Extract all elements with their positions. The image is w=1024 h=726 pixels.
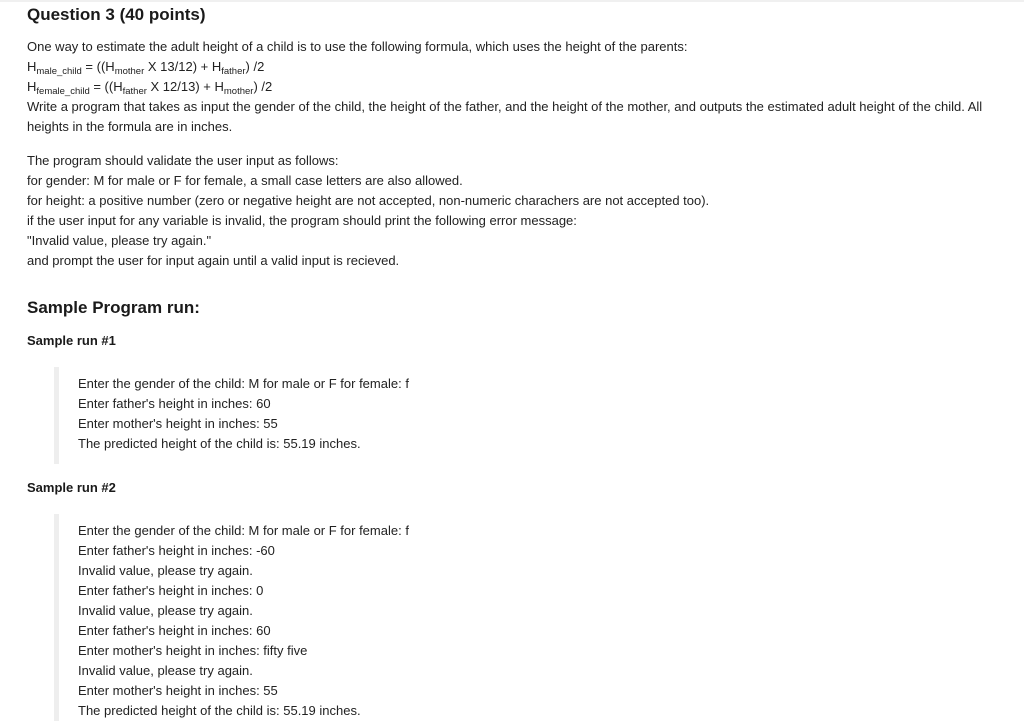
task-description: Write a program that takes as input the gender of the child, the height of the father, and the height of the mother, and outputs the estimated adult height of the child. All heights in the formula are in inches. xyxy=(27,99,983,134)
sample-run-title: Sample run #2 xyxy=(27,480,116,495)
output-line: Enter mother's height in inches: fifty five xyxy=(78,643,308,658)
sample-run-2-output xyxy=(54,514,409,721)
intro-text: One way to estimate the adult height of a child is to use the following formula, which uses the height of the parents: xyxy=(27,39,688,54)
validation-line: for height: a positive number (zero or negative height are not accepted, non-numeric charachers are not accepted too). xyxy=(27,193,710,208)
output-line: Enter father's height in inches: 60 xyxy=(78,623,271,638)
sample-heading: Sample Program run: xyxy=(27,298,200,317)
validation-line: for gender: M for male or F for female, a small case letters are also allowed. xyxy=(27,173,463,188)
validation-line: and prompt the user for input again until a valid input is recieved. xyxy=(27,253,400,268)
output-line: Invalid value, please try again. xyxy=(78,563,253,578)
validation-line: "Invalid value, please try again." xyxy=(27,233,212,248)
output-line: Enter the gender of the child: M for male or F for female: f xyxy=(78,523,409,538)
sample-run-title: Sample run #1 xyxy=(27,333,116,348)
output-line: Enter father's height in inches: 60 xyxy=(78,396,271,411)
output-line: Invalid value, please try again. xyxy=(78,663,253,678)
validation-line: The program should validate the user input as follows: xyxy=(27,153,339,168)
output-line: Enter father's height in inches: 0 xyxy=(78,583,264,598)
output-line: Enter mother's height in inches: 55 xyxy=(78,683,278,698)
output-line: Enter mother's height in inches: 55 xyxy=(78,416,278,431)
formula-female: $H_{female\_child} = ((H_{father}$ X $12/13) + H_{mother}$) /2 xyxy=(27,79,273,97)
question-title: Question 3 (40 points) xyxy=(27,5,206,24)
output-line: The predicted height of the child is: 55.19 inches. xyxy=(78,436,361,451)
formula-male: $H_{male\_child} = ((H_{mother}$ X $13/12) + H_{father}$) /2 xyxy=(27,59,265,77)
output-line: Enter father's height in inches: -60 xyxy=(78,543,275,558)
output-line: The predicted height of the child is: 55.19 inches. xyxy=(78,703,361,718)
validation-line: if the user input for any variable is invalid, the program should print the following error message: xyxy=(27,213,577,228)
output-line: Invalid value, please try again. xyxy=(78,603,253,618)
top-divider xyxy=(0,0,1024,2)
output-line: Enter the gender of the child: M for male or F for female: f xyxy=(78,376,409,391)
sample-run-1-output xyxy=(54,367,409,464)
